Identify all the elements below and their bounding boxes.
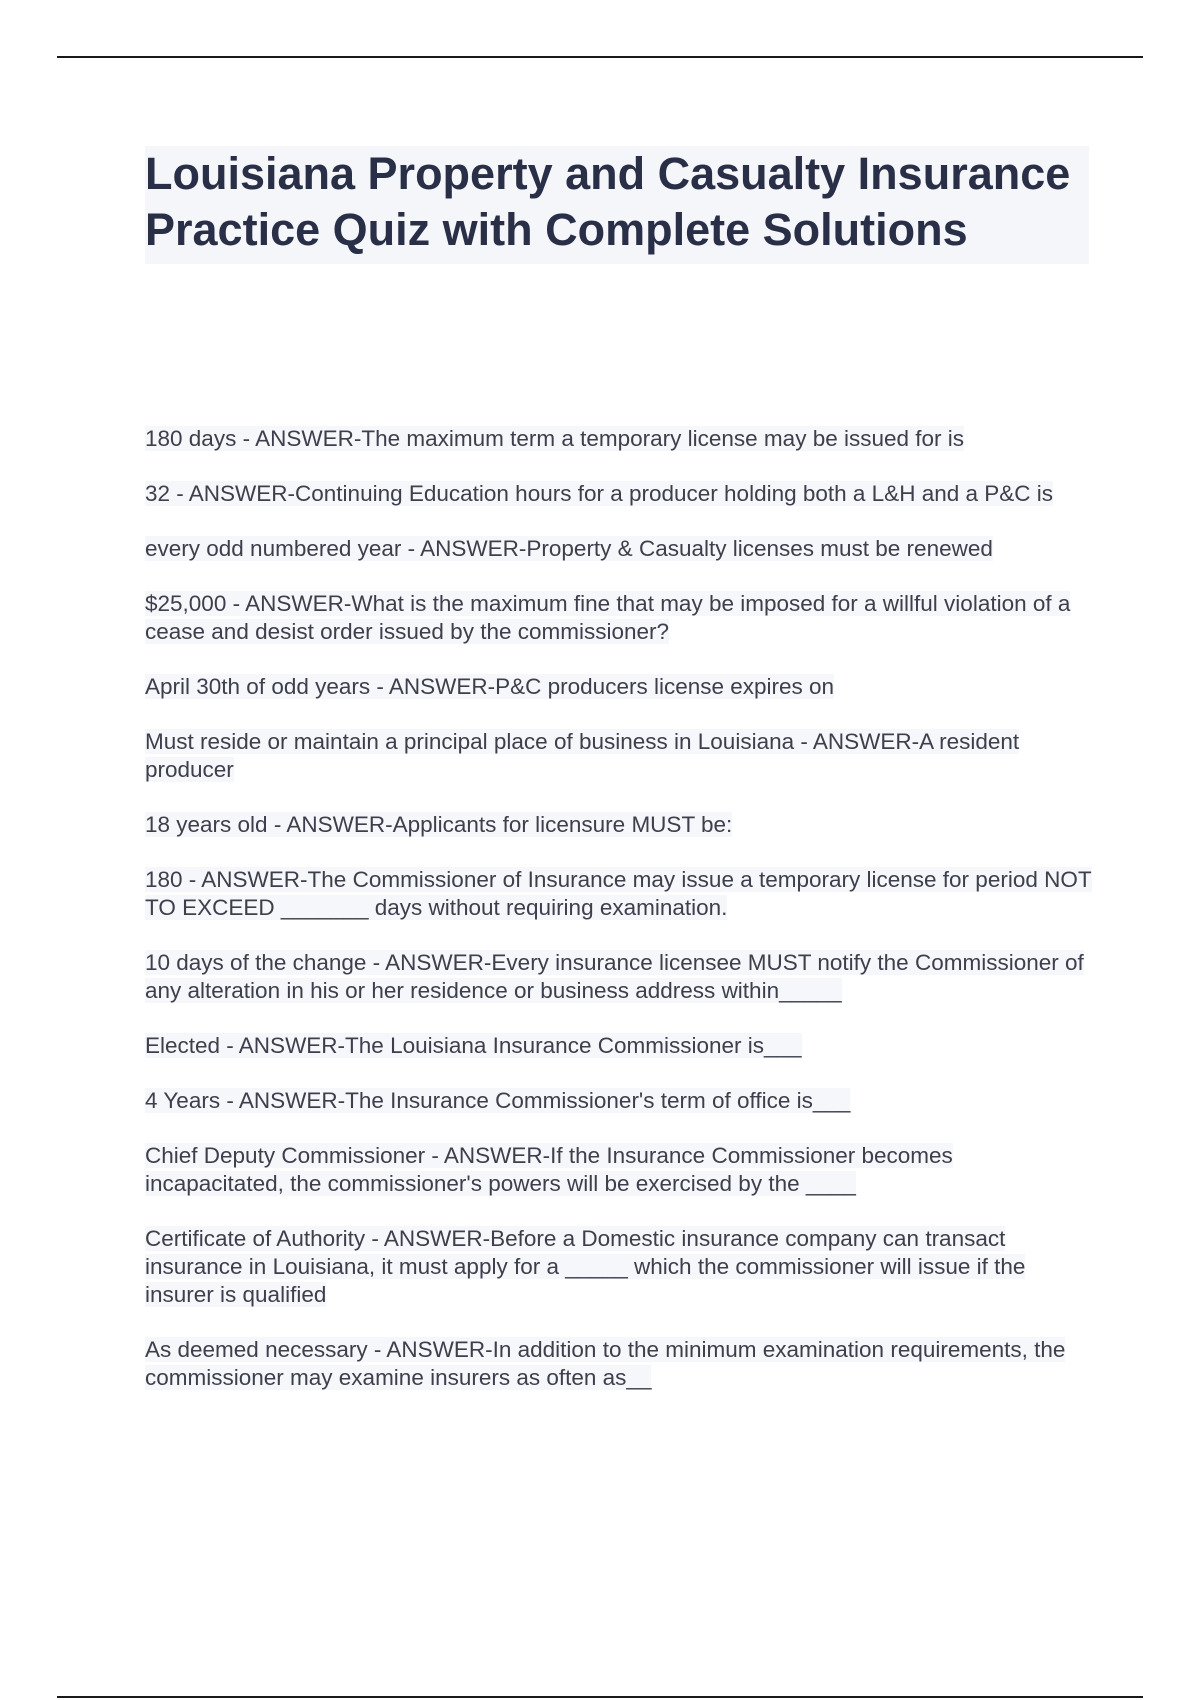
document-title: Louisiana Property and Casualty Insurance Practice Quiz with Complete Solutions	[145, 148, 1071, 255]
title-block	[145, 146, 1089, 264]
bottom-rule	[57, 1696, 1143, 1698]
qa-item: As deemed necessary - ANSWER-In addition to the minimum examination requirements, the commissioner may examine insurers as often as__	[145, 1337, 1066, 1390]
qa-item: 180 days - ANSWER-The maximum term a temporary license may be issued for is	[145, 426, 965, 451]
qa-item: $25,000 - ANSWER-What is the maximum fine that may be imposed for a willful violation of a cease and desist order issued by the commissioner?	[145, 591, 1071, 644]
qa-item: Chief Deputy Commissioner - ANSWER-If the Insurance Commissioner becomes incapacitated, the commissioner's powers will be exercised by the ____	[145, 1143, 953, 1196]
qa-item: Elected - ANSWER-The Louisiana Insurance Commissioner is___	[145, 1033, 802, 1058]
qa-item: Certificate of Authority - ANSWER-Before a Domestic insurance company can transact insurance in Louisiana, it must apply for a _____ which the commissioner will issue if the insurer is qualified	[145, 1226, 1026, 1307]
top-rule	[57, 56, 1143, 58]
qa-item: 180 - ANSWER-The Commissioner of Insurance may issue a temporary license for period NOT TO EXCEED _______ days without requiring examination.	[145, 867, 1092, 920]
qa-item: Must reside or maintain a principal place of business in Louisiana - ANSWER-A resident producer	[145, 729, 1020, 782]
qa-item: every odd numbered year - ANSWER-Property & Casualty licenses must be renewed	[145, 536, 993, 561]
qa-item: 18 years old - ANSWER-Applicants for licensure MUST be:	[145, 812, 733, 837]
qa-item: April 30th of odd years - ANSWER-P&C producers license expires on	[145, 674, 835, 699]
qa-list	[145, 425, 1095, 1419]
qa-item: 4 Years - ANSWER-The Insurance Commissioner's term of office is___	[145, 1088, 851, 1113]
qa-item: 32 - ANSWER-Continuing Education hours for a producer holding both a L&H and a P&C is	[145, 481, 1054, 506]
qa-item: 10 days of the change - ANSWER-Every insurance licensee MUST notify the Commissioner of any alteration in his or her residence or business address within_____	[145, 950, 1084, 1003]
